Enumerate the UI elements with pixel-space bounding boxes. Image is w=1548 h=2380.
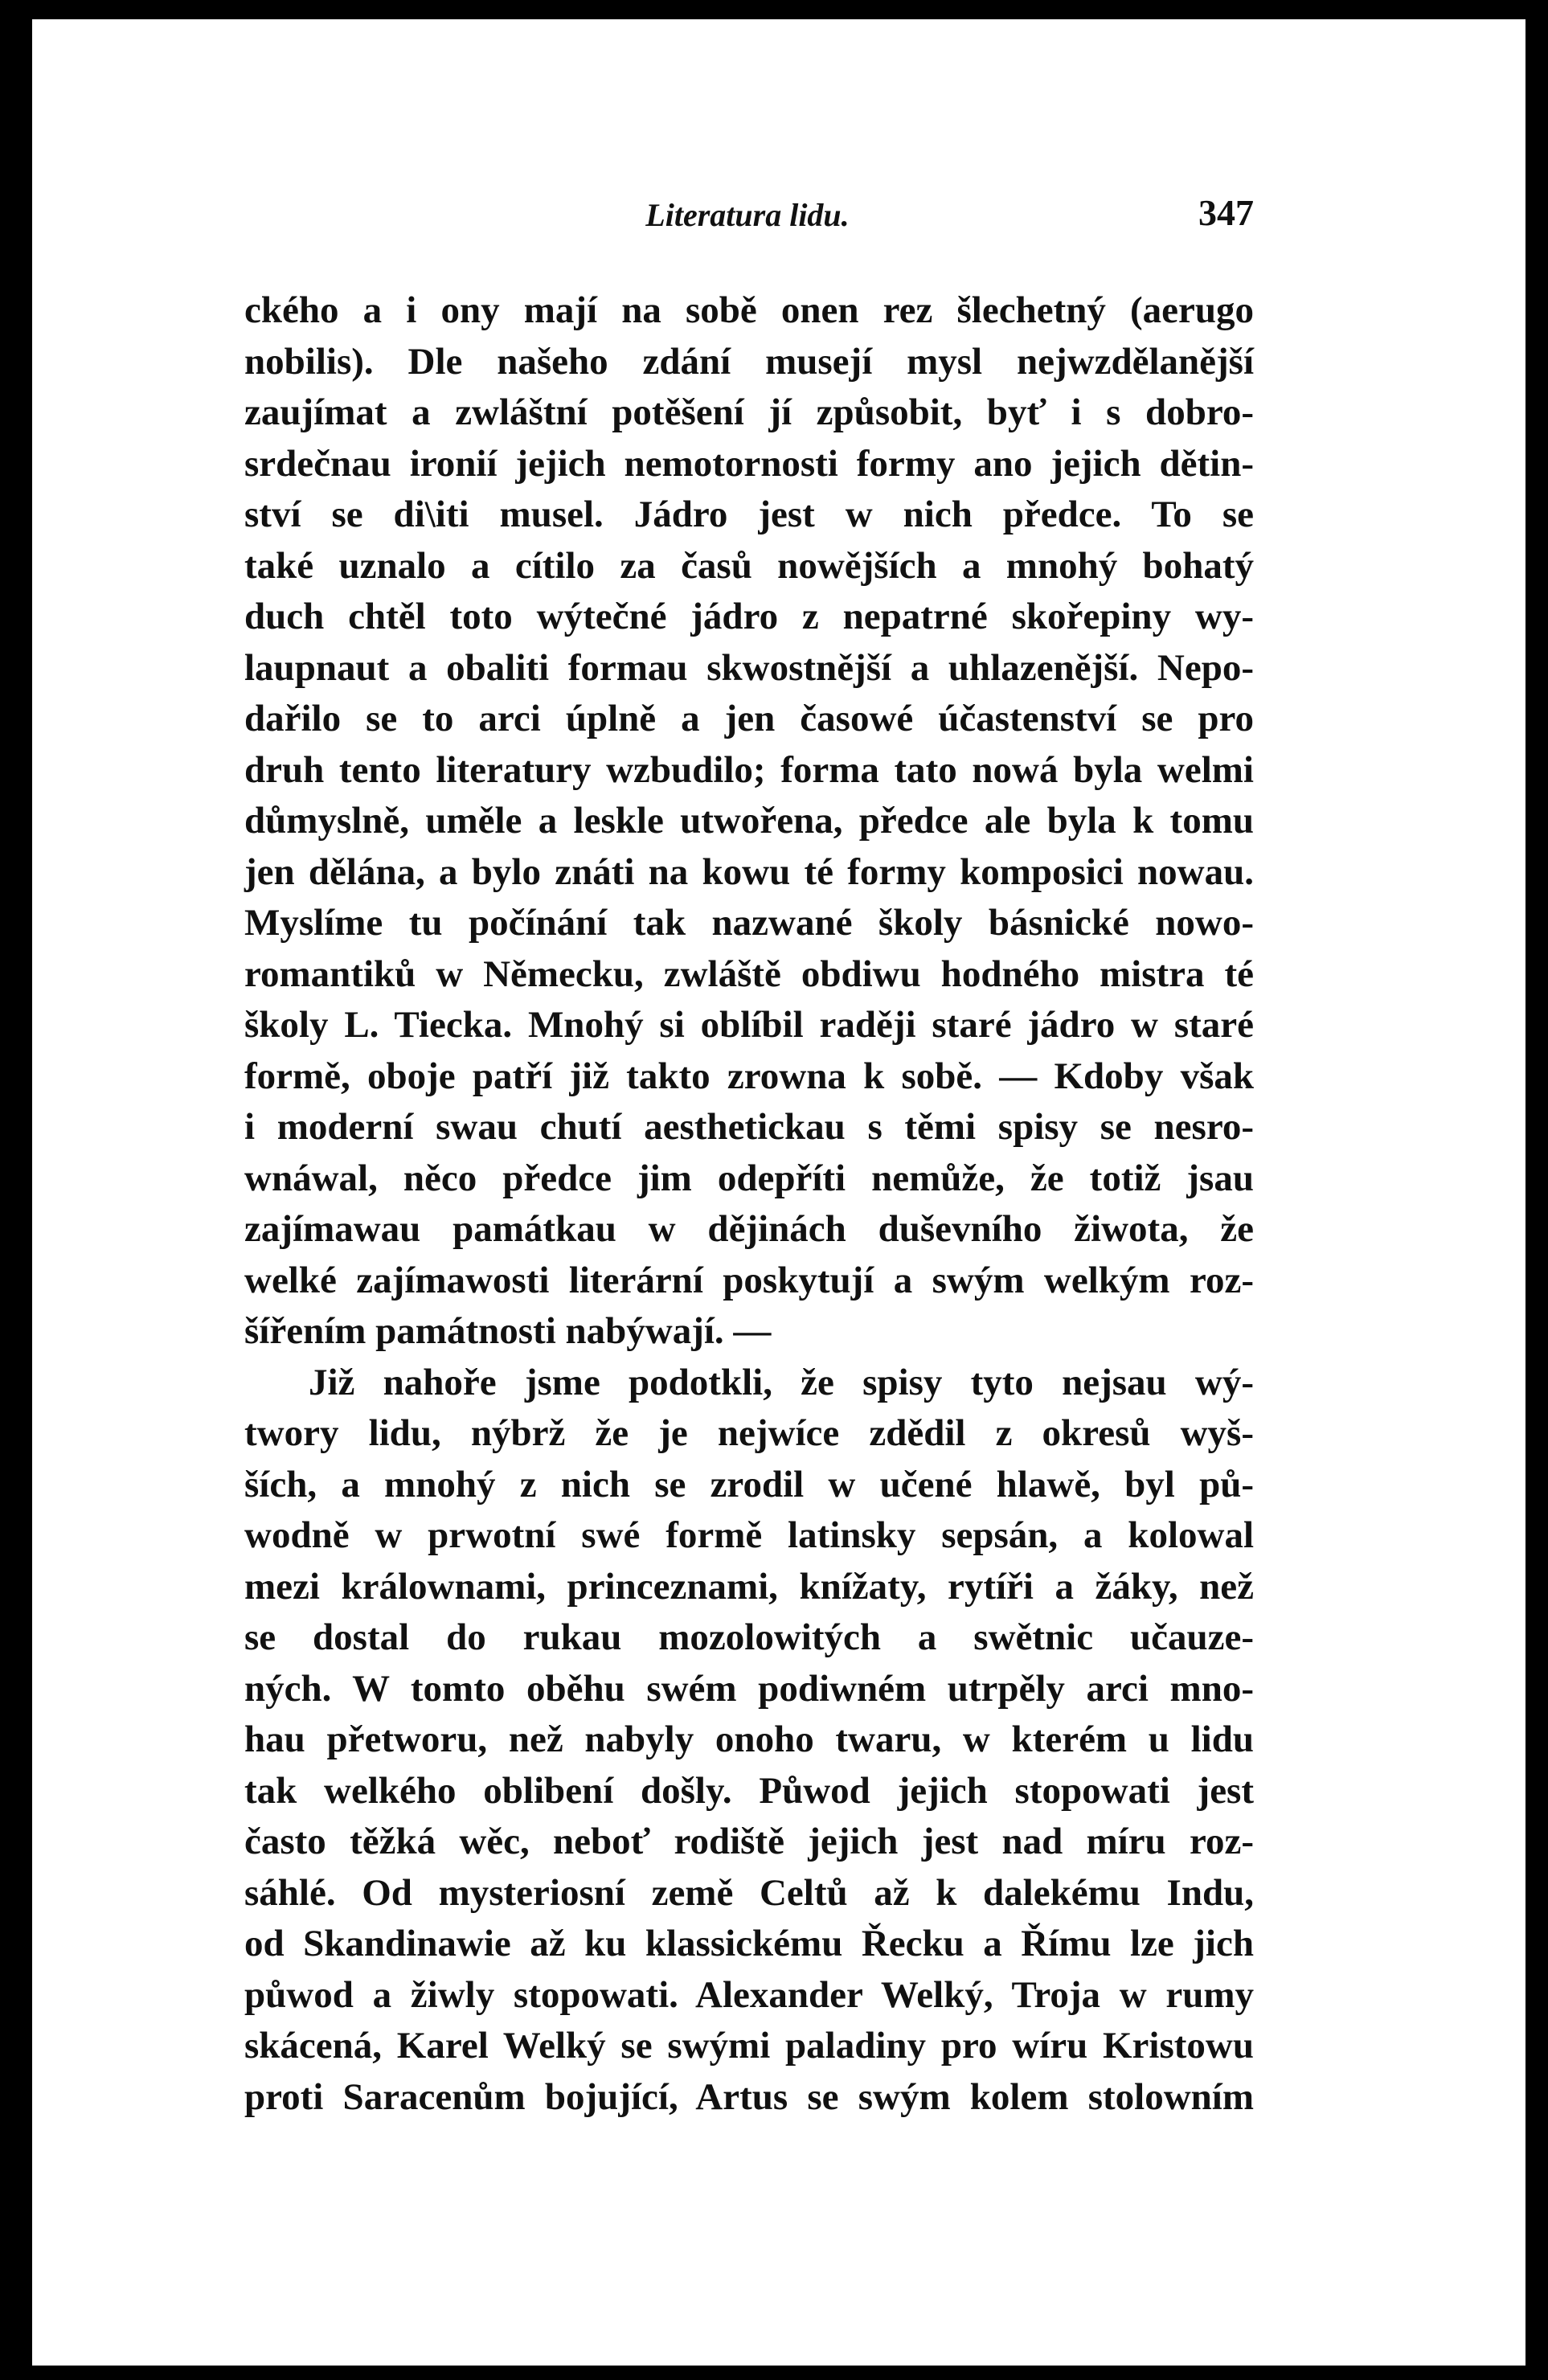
page-header bbox=[241, 186, 1254, 243]
text-line: duch chtěl toto wýtečné jádro z nepatrné skořepiny wy- bbox=[244, 596, 1254, 637]
page-number: 347 bbox=[1198, 192, 1254, 233]
text-line: welké zajímawosti literární poskytují a swým welkým roz- bbox=[244, 1259, 1254, 1301]
text-line: zajímawau památkau w dějinách duševního žiwota, že bbox=[244, 1208, 1254, 1250]
text-line: wodně w prwotní swé formě latinsky sepsán, a kolowal bbox=[244, 1514, 1254, 1556]
text-line: jen dělána, a bylo znáti na kowu té formy komposici nowau. bbox=[244, 850, 1254, 893]
text-line: zaujímat a zwláštní potěšení jí způsobit, byť i s dobro- bbox=[244, 391, 1254, 433]
text-line: tak welkého oblibení došly. Půwod jejich stopowati jest bbox=[244, 1769, 1254, 1812]
text-line: hau přetworu, než nabyly onoho twaru, w kterém u lidu bbox=[244, 1718, 1254, 1760]
text-line: proti Saracenům bojující, Artus se swým kolem stolowním bbox=[244, 2075, 1254, 2118]
text-line: ných. W tomto oběhu swém podiwném utrpěly arci mno- bbox=[244, 1667, 1254, 1710]
scan-border-top bbox=[0, 0, 1548, 19]
text-line: sáhlé. Od mysteriosní země Celtů až k dalekému Indu, bbox=[244, 1871, 1254, 1914]
text-line: od Skandinawie až ku klassickému Řecku a Římu lze jich bbox=[244, 1923, 1254, 1964]
text-line: mezi králownami, princeznami, knížaty, rytíři a žáky, než bbox=[244, 1565, 1254, 1608]
text-line: romantiků w Německu, zwláště obdiwu hodného mistra té bbox=[244, 952, 1254, 995]
text-line: se dostal do rukau mozolowitých a swětnic učauze- bbox=[244, 1616, 1254, 1658]
text-line: nobilis). Dle našeho zdání musejí mysl nejwzdělanější bbox=[244, 340, 1254, 383]
text-line: dařilo se to arci úplně a jen časowé účastenství se pro bbox=[244, 698, 1254, 739]
text-line: twory lidu, nýbrž že je nejwíce zdědil z okresů wyš- bbox=[244, 1412, 1254, 1454]
text-line: formě, oboje patří již takto zrowna k sobě. — Kdoby však bbox=[244, 1055, 1254, 1097]
text-line: ckého a i ony mají na sobě onen rez šlechetný (aerugo bbox=[244, 289, 1254, 331]
scan-border-left bbox=[0, 0, 32, 2380]
text-line: půwod a žiwly stopowati. Alexander Welký, Troja w rumy bbox=[244, 1973, 1254, 2016]
text-line: Myslíme tu počínání tak nazwané školy básnické nowo- bbox=[244, 902, 1254, 944]
text-line: Již nahoře jsme podotkli, že spisy tyto nejsau wý- bbox=[309, 1361, 1254, 1403]
text-line: laupnaut a obaliti formau skwostnější a uhlazenější. Nepo- bbox=[244, 646, 1254, 689]
text-line: druh tento literatury wzbudilo; forma tato nowá byla welmi bbox=[244, 748, 1254, 791]
text-line: ších, a mnohý z nich se zrodil w učené hlawě, byl pů- bbox=[244, 1463, 1254, 1505]
text-line: důmyslně, uměle a leskle utwořena, předce ale byla k tomu bbox=[244, 800, 1254, 842]
text-line: také uznalo a cítilo za časů nowějších a mnohý bohatý bbox=[244, 544, 1254, 587]
text-line: školy L. Tiecka. Mnohý si oblíbil raději staré jádro w staré bbox=[244, 1004, 1254, 1046]
running-title: Literatura lidu. bbox=[645, 197, 850, 233]
scan-border-bottom bbox=[0, 2366, 1548, 2380]
text-line: ství se di\iti musel. Jádro jest w nich předce. To se bbox=[244, 494, 1254, 535]
text-line: šířením památnosti nabýwají. — bbox=[244, 1310, 772, 1352]
text-line: wnáwal, něco předce jim odepříti nemůže, že totiž jsau bbox=[244, 1157, 1254, 1199]
text-line: často těžká wěc, neboť rodiště jejich jest nad míru roz- bbox=[244, 1821, 1254, 1862]
body-text bbox=[244, 285, 1254, 2123]
text-line: skácená, Karel Welký se swými paladiny pro wíru Kristowu bbox=[244, 2025, 1254, 2067]
scan-border-right bbox=[1525, 0, 1548, 2380]
text-line: i moderní swau chutí aesthetickau s těmi spisy se nesro- bbox=[244, 1106, 1254, 1148]
text-line: srdečnau ironií jejich nemotornosti formy ano jejich dětin- bbox=[244, 442, 1254, 485]
